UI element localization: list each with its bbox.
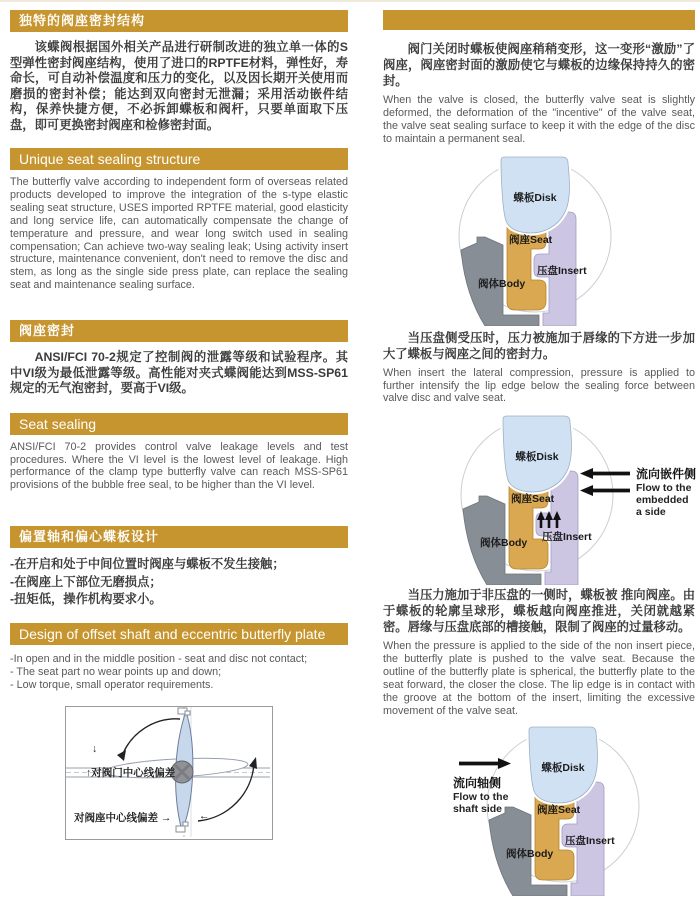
disk-label: 蝶板Disk [515, 451, 559, 464]
bottom-stem-tab [183, 822, 188, 826]
eccentric-disc-diagram [65, 706, 273, 840]
paragraph-closed-valve-en: When the valve is closed, the butterfly valve seat is slightly deformed, the deformation of the "incentive" of the valve seat, the valve seat sealing surface to keep it with the edge of the disc to maintain a permanent seal. [383, 94, 695, 145]
top-stem-tab [185, 711, 190, 715]
left-arrow-icon: ← [199, 809, 210, 822]
flow-insert-en: embedded [636, 494, 689, 507]
body-label: 阀体Body [506, 847, 554, 860]
paragraph-non-insert-pressure-en: When the pressure is applied to the side of the non insert piece, the butterfly plate is pushed to the valve seat. Because the outline of the butterfly plate is spherical, the butterfly plate to the seat forward, the closer the close. The lip edge is in contact with the groove at the bottom of the insert, limiting the excessive movement of the valve seat. [383, 640, 695, 717]
seat-label: 阀座Seat [537, 803, 581, 816]
insert-label: 压盘Insert [537, 264, 587, 277]
flow-insert-en: a side [636, 506, 666, 519]
valve-cross-section-diagram-1 [383, 154, 695, 326]
valve-cross-section-diagram-3 [383, 724, 695, 896]
down-arrow-icon: ↓ [92, 742, 98, 755]
bullet-list-offset-design-en [10, 653, 348, 692]
section-header-offset-design-cn: 偏置轴和偏心蝶板设计 [10, 526, 348, 548]
rotation-arrowhead-left [117, 750, 126, 761]
flow-shaft-cn: 流向轴侧 [453, 775, 502, 790]
bullet-item: - The seat part no wear points up and down; [10, 665, 222, 678]
paragraph-non-insert-pressure-cn: 当压力施加于非压盘的一侧时，蝶板被 推向阀座。由于蝶板的轮廓呈球形，蝶板越向阀座推进，关闭就越紧密。唇缘与压盘底部的槽接触，限制了阀座的过量移动。 [383, 588, 695, 635]
seat-centerline-label [74, 810, 171, 825]
valve-centerline-text: 对阀门中心线偏差 [91, 766, 176, 779]
flow-to-shaft-label [453, 756, 511, 815]
left-column [10, 8, 348, 896]
flow-shaft-en: shaft side [453, 802, 503, 815]
paragraph-seat-sealing-en: ANSI/FCI 70-2 provides control valve leakage levels and test procedures. Where the VI level is the lowest level of leakage. High performance of the clamp type butterfly valve can reach MSS-SP61 provisions of the bubble free seal, to be higher than the VI level. [10, 440, 348, 492]
flow-left-arrows-icon [580, 468, 630, 496]
paragraph-insert-pressure-cn: 当压盘侧受压时，压力被施加于唇缘的下方进一步加大了蝶板与阀座之间的密封力。 [383, 330, 695, 361]
bullet-item: -在开启和处于中间位置时阀座与蝶板不发生接触； [10, 557, 285, 572]
section-header-seat-sealing-cn: 阀座密封 [10, 320, 348, 342]
valve-centerline-label [86, 765, 175, 780]
up-arrow-icon: ↑ [86, 766, 92, 779]
right-column [383, 8, 695, 896]
body-label: 阀体Body [480, 537, 528, 550]
seat-centerline-text: 对阀座中心线偏差 [74, 811, 158, 824]
bullet-list-offset-design-cn [10, 556, 348, 609]
bullet-item: - Low torque, small operator requirements. [10, 678, 214, 691]
section-header-offset-design-en: Design of offset shaft and eccentric butterfly plate [10, 623, 348, 645]
body-label: 阀体Body [478, 277, 526, 290]
valve-cross-section-drawing [443, 154, 633, 326]
section-header-unique-seat-cn: 独特的阀座密封结构 [10, 10, 348, 32]
section-header-seat-sealing-en: Seat sealing [10, 413, 348, 435]
right-column-header-bar [383, 10, 695, 30]
rotation-arrow-left [122, 719, 180, 756]
rotation-arrowhead-right [249, 757, 257, 769]
seat-label: 阀座Seat [509, 233, 553, 246]
insert-label: 压盘Insert [565, 834, 615, 847]
paragraph-unique-seat-en: The butterfly valve according to independent form of overseas related products developed to improve the integration of the s-type elastic sealing seat structure, USES imported RPTFE material, good elasticity and long service life, can automatically compensate the change of temperature and pressure, and wear long switch used in sealing compensation; Can achieve two-way sealing leak; Using activity insert structure, maintenance convenient, don't need to remove the disc and stem, as long as the single side press plate, can replace the sealing seat and maintenance sealing surface. [10, 176, 348, 292]
right-arrow-icon: → [160, 811, 172, 824]
flow-right-arrow-icon [459, 758, 511, 769]
bullet-item: -In open and in the middle position - seat and disc not contact; [10, 652, 308, 665]
pressure-arrows-icon [537, 511, 561, 528]
seat-label: 阀座Seat [511, 493, 555, 506]
bottom-stem [176, 826, 185, 832]
disk-label: 蝶板Disk [513, 191, 557, 204]
flow-shaft-en: Flow to the [453, 790, 509, 803]
flow-to-insert-label [580, 465, 696, 518]
paragraph-insert-pressure-en: When insert the lateral compression, pressure is applied to further intensify the lip edge below the sealing force between valve disc and valve seat. [383, 366, 695, 405]
paragraph-closed-valve-cn: 阀门关闭时蝶板使阀座稍稍变形，这一变形“激励”了阀座，阀座密封面的激励使它与蝶板的边缘保持持久的密封。 [383, 42, 695, 88]
flow-insert-cn: 流向嵌件侧 [636, 467, 697, 482]
insert-label: 压盘Insert [542, 531, 592, 544]
disk-label: 蝶板Disk [541, 761, 585, 774]
section-header-unique-seat-en: Unique seat sealing structure [10, 148, 348, 170]
paragraph-unique-seat-cn: 该蝶阀根据国外相关产品进行研制改进的独立单一体的S型弹性密封阀座结构，使用了进口的RPTFE材料，弹性好，寿命长，可自动补偿温度和压力的变化，以及因长期开关使用而磨损的密封补偿；能达到双向密封无泄漏；采用活动嵌件结构，保养快捷方便，不必拆卸蝶板和阀杆，只要单面取下压盘，即可更换密封阀座和检修密封面。 [10, 40, 348, 132]
valve-cross-section-diagram-2 [383, 413, 695, 585]
bullet-item: -扭矩低，操作机构要求小。 [10, 592, 162, 607]
bullet-item: -在阀座上下部位无磨损点； [10, 574, 162, 589]
paragraph-seat-sealing-cn: ANSI/FCI 70-2规定了控制阀的泄露等级和试验程序。其中VI级为最低泄露等级。高性能对夹式蝶阀能达到MSS-SP61规定的无气泡密封，要高于VI级。 [10, 350, 348, 396]
flow-insert-en: Flow to the [636, 482, 692, 495]
page [0, 2, 700, 896]
